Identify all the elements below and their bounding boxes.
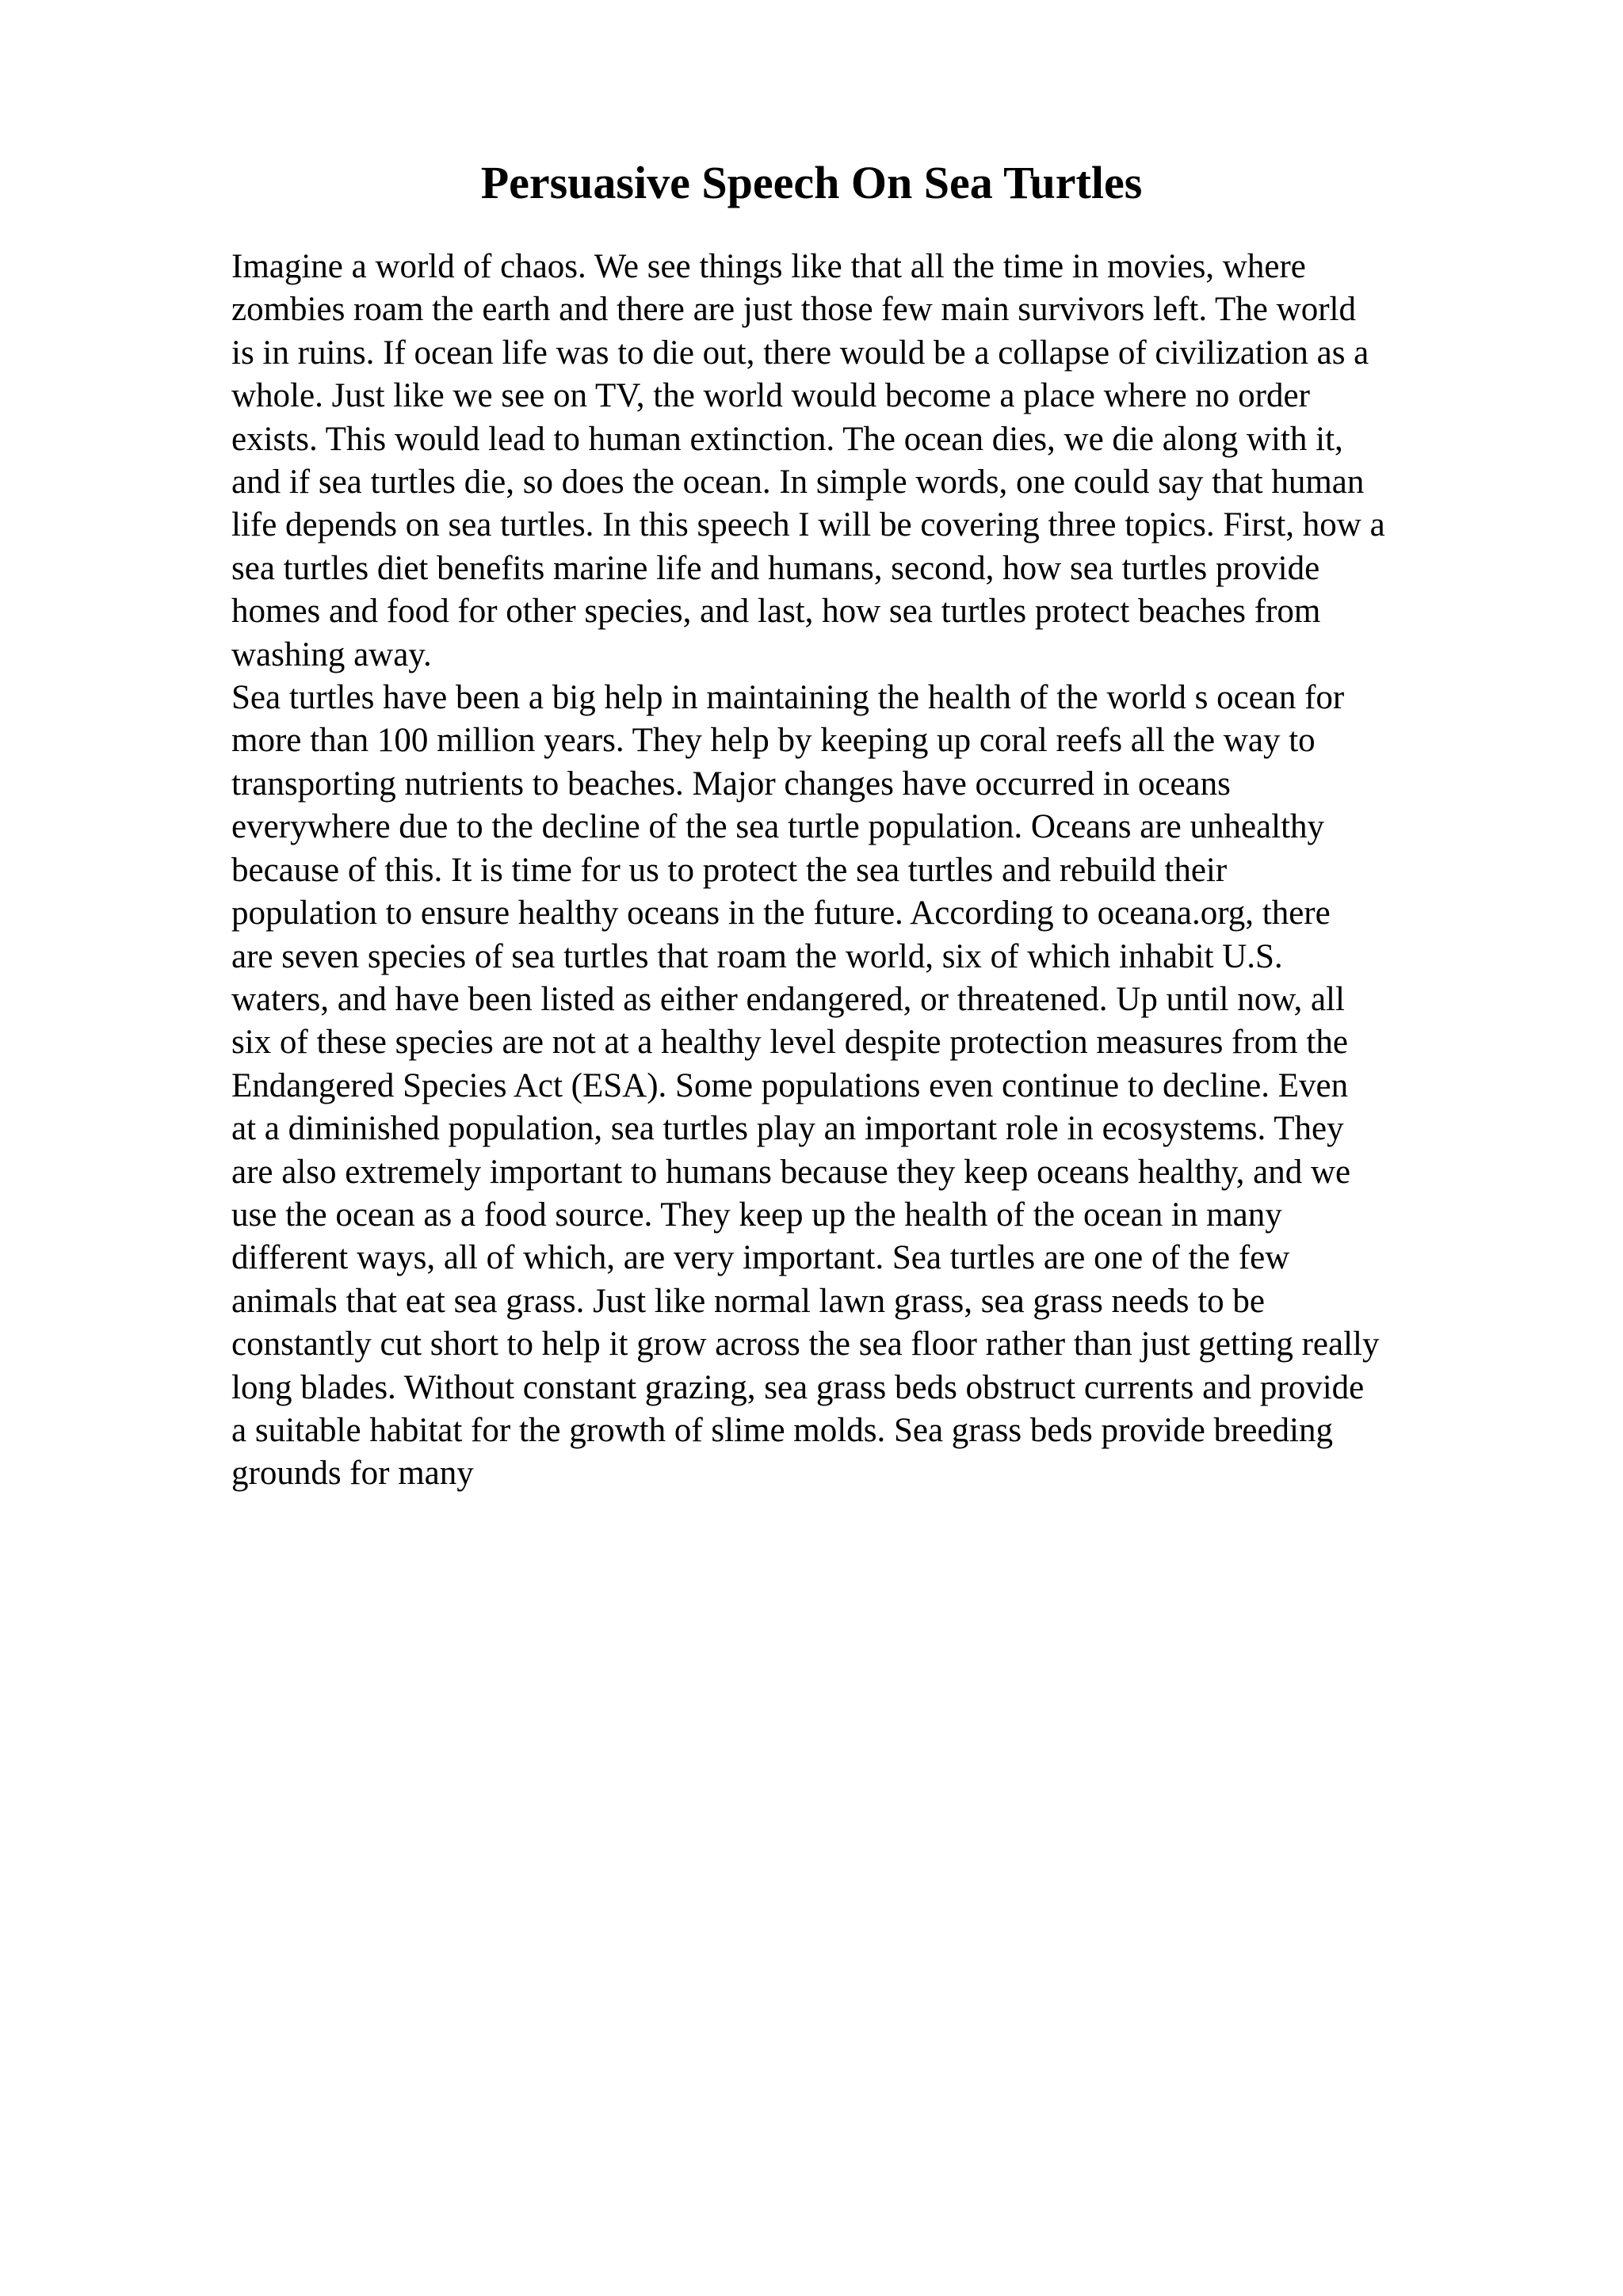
body-line: grounds for many	[231, 1455, 474, 1493]
body-line: are seven species of sea turtles that roam the world, six of which inhabit U.S.	[231, 937, 1283, 975]
body-line: constantly cut short to help it grow across the sea floor rather than just getting really	[231, 1325, 1380, 1363]
body-line: whole. Just like we see on TV, the world would become a place where no order	[231, 377, 1310, 415]
body-line: because of this. It is time for us to protect the sea turtles and rebuild their	[231, 851, 1228, 889]
body-line: is in ruins. If ocean life was to die out, there would be a collapse of civilization as a	[231, 334, 1369, 372]
body-line: zombies roam the earth and there are just those few main survivors left. The world	[231, 291, 1356, 329]
body-line: and if sea turtles die, so does the ocean. In simple words, one could say that human	[231, 463, 1365, 502]
document-body	[231, 246, 1515, 1496]
body-line: life depends on sea turtles. In this speech I will be covering three topics. First, how a	[231, 506, 1385, 544]
body-line: Imagine a world of chaos. We see things like that all the time in movies, where	[231, 248, 1306, 285]
body-line: waters, and have been listed as either endangered, or threatened. Up until now, all	[231, 980, 1345, 1018]
body-line: long blades. Without constant grazing, sea grass beds obstruct currents and provide	[231, 1368, 1365, 1406]
body-line: more than 100 million years. They help by keeping up coral reefs all the way to	[231, 722, 1316, 760]
body-line: sea turtles diet benefits marine life and humans, second, how sea turtles provide	[231, 549, 1320, 587]
body-line: Sea turtles have been a big help in maintaining the health of the world s ocean for	[231, 679, 1345, 717]
body-line: exists. This would lead to human extinction. The ocean dies, we die along with it,	[231, 420, 1343, 458]
body-line: different ways, all of which, are very important. Sea turtles are one of the few	[231, 1239, 1290, 1277]
body-line: at a diminished population, sea turtles play an important role in ecosystems. They	[231, 1110, 1344, 1148]
body-line: a suitable habitat for the growth of slime molds. Sea grass beds provide breeding	[231, 1411, 1334, 1449]
body-line: Endangered Species Act (ESA). Some populations even continue to decline. Even	[231, 1066, 1349, 1104]
body-line: transporting nutrients to beaches. Major changes have occurred in oceans	[231, 765, 1231, 803]
body-line: are also extremely important to humans because they keep oceans healthy, and we	[231, 1153, 1351, 1191]
body-line: six of these species are not at a healthy level despite protection measures from the	[231, 1024, 1348, 1062]
body-line: homes and food for other species, and last, how sea turtles protect beaches from	[231, 593, 1321, 631]
body-line: population to ensure healthy oceans in the future. According to oceana.org, there	[231, 894, 1331, 933]
document-title: Persuasive Speech On Sea Turtles	[480, 157, 1143, 208]
body-line: animals that eat sea grass. Just like normal lawn grass, sea grass needs to be	[231, 1282, 1265, 1320]
body-line: use the ocean as a food source. They keep up the health of the ocean in many	[231, 1196, 1282, 1234]
body-line: everywhere due to the decline of the sea turtle population. Oceans are unhealthy	[231, 808, 1325, 846]
body-line: washing away.	[231, 635, 432, 673]
